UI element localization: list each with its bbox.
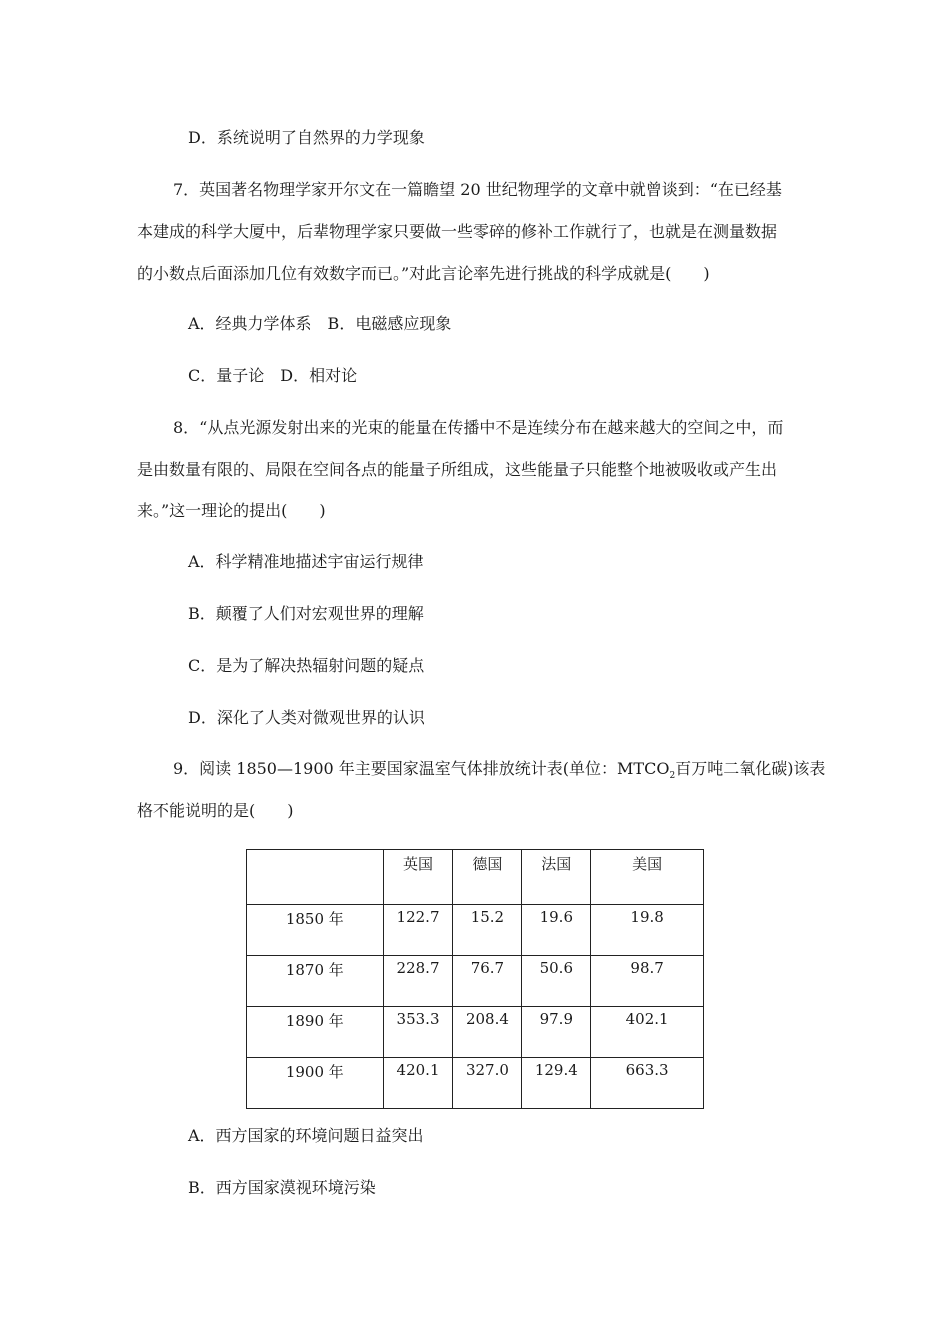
table-cell: 353.3 [383, 1007, 453, 1058]
q6-option-d: D．系统说明了自然界的力学现象 [188, 128, 425, 147]
table-header-cell: 法国 [522, 850, 591, 905]
table-cell: 122.7 [383, 905, 453, 956]
table-cell: 19.8 [591, 905, 704, 956]
q7-stem-line-2: 本建成的科学大厦中，后辈物理学家只要做一些零碎的修补工作就行了，也就是在测量数据 [137, 222, 778, 241]
q8-stem-line-3: 来。”这一理论的提出( ) [137, 501, 326, 520]
q7-stem-line-1: 7．英国著名物理学家开尔文在一篇瞻望 20 世纪物理学的文章中就曾谈到：“在已经基 [173, 180, 782, 199]
table-row [247, 1007, 704, 1058]
table-cell: 402.1 [591, 1007, 704, 1058]
q9-stem-line-2: 格不能说明的是( ) [137, 801, 294, 820]
q8-stem-line-1: 8．“从点光源发射出来的光束的能量在传播中不是连续分布在越来越大的空间之中，而 [173, 418, 784, 437]
table-cell: 129.4 [522, 1058, 591, 1109]
table-cell: 50.6 [522, 956, 591, 1007]
q9-option-a: A．西方国家的环境问题日益突出 [188, 1126, 424, 1145]
table-cell: 76.7 [453, 956, 522, 1007]
table-header-cell: 英国 [383, 850, 453, 905]
table-cell: 19.6 [522, 905, 591, 956]
table-cell: 1890 年 [247, 1007, 384, 1058]
table-header-cell [247, 850, 384, 905]
table-cell: 1870 年 [247, 956, 384, 1007]
table-cell: 208.4 [453, 1007, 522, 1058]
table-cell: 663.3 [591, 1058, 704, 1109]
q8-option-b: B．颠覆了人们对宏观世界的理解 [188, 604, 424, 623]
q8-option-a: A．科学精准地描述宇宙运行规律 [188, 552, 424, 571]
table-cell: 1900 年 [247, 1058, 384, 1109]
q8-option-d: D．深化了人类对微观世界的认识 [188, 708, 425, 727]
q9-stem-line-1: 9．阅读 1850—1900 年主要国家温室气体排放统计表(单位：$MTCO_2$百万吨二氧化碳)该表 [173, 759, 826, 782]
table-cell: 1850 年 [247, 905, 384, 956]
table-row [247, 905, 704, 956]
table-header-row [247, 850, 704, 905]
table-cell: 228.7 [383, 956, 453, 1007]
table-cell: 420.1 [383, 1058, 453, 1109]
q7-stem-line-3: 的小数点后面添加几位有效数字而已。”对此言论率先进行挑战的科学成就是( ) [137, 264, 710, 283]
table-cell: 15.2 [453, 905, 522, 956]
table-cell: 327.0 [453, 1058, 522, 1109]
q9-option-b: B．西方国家漠视环境污染 [188, 1178, 376, 1197]
q8-stem-line-2: 是由数量有限的、局限在空间各点的能量子所组成，这些能量子只能整个地被吸收或产生出 [137, 460, 778, 479]
q7-options-ab: A．经典力学体系 B．电磁感应现象 [188, 314, 452, 333]
emissions-table [246, 849, 704, 1109]
table-row [247, 956, 704, 1007]
table-cell: 97.9 [522, 1007, 591, 1058]
table-cell: 98.7 [591, 956, 704, 1007]
q7-options-cd: C．量子论 D．相对论 [188, 366, 358, 385]
table-header-cell: 德国 [453, 850, 522, 905]
table-header-cell: 美国 [591, 850, 704, 905]
table-row [247, 1058, 704, 1109]
q8-option-c: C．是为了解决热辐射问题的疑点 [188, 656, 425, 675]
